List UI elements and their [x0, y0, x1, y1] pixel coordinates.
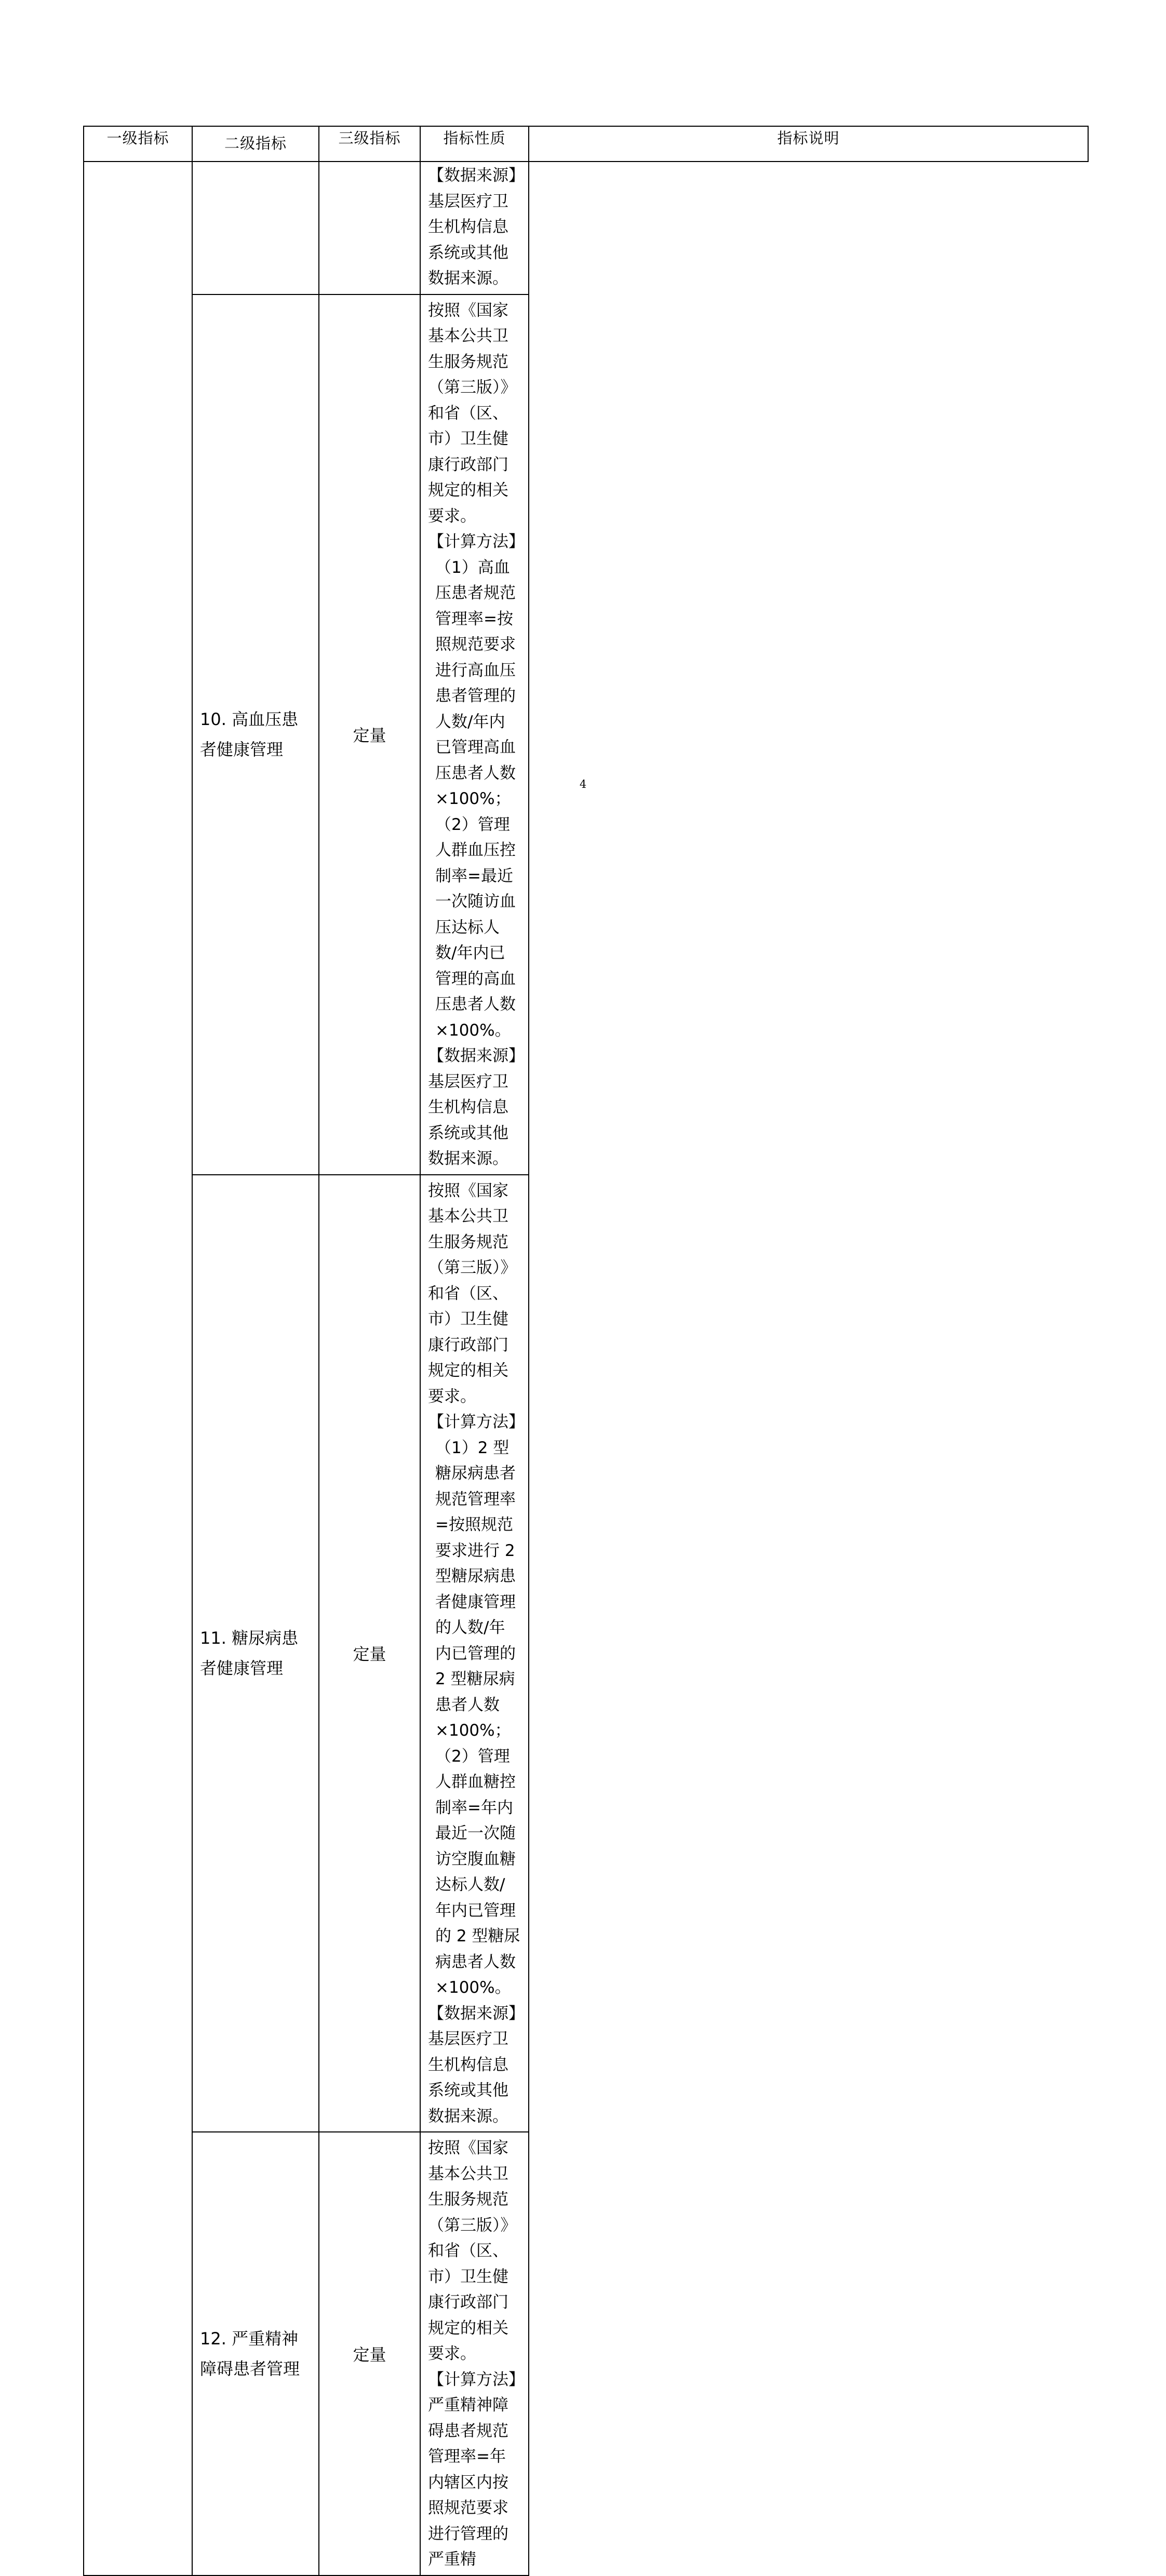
level3-label: 12. 严重精神障碍患者管理: [200, 2328, 300, 2379]
method-heading: 【计算方法】: [428, 532, 525, 551]
nature-cell: 定量: [319, 1175, 420, 2132]
description-cell-continuation: [420, 162, 529, 294]
level3-cell: [192, 294, 319, 1175]
description-intro: 按照《国家基本公共卫生服务规范（第三版）》和省（区、市）卫生健康行政部门规定的相关要求。: [428, 1181, 517, 1406]
level3-cell-continuation: [192, 162, 319, 294]
header-nature: 指标性质: [420, 126, 529, 162]
table-row: [84, 2132, 1088, 2575]
level3-cell: [192, 2132, 319, 2575]
header-level3: 三级指标: [319, 126, 420, 162]
method-item: （2）管理人群血压控制率=最近一次随访血压达标人数/年内已管理的高血压患者人数×100%。: [435, 815, 516, 1040]
nature-cell: 定量: [319, 2132, 420, 2575]
table-row-continuation: [84, 162, 1088, 294]
level3-cell: [192, 1175, 319, 2132]
level1-cell: [84, 162, 192, 2575]
data-source-line: 【数据来源】基层医疗卫生机构信息系统或其他数据来源。: [428, 166, 517, 288]
table-row: [84, 294, 1088, 1175]
page-number: 4: [579, 778, 587, 790]
data-source-line: 【数据来源】基层医疗卫生机构信息系统或其他数据来源。: [428, 1046, 517, 1168]
description-cell: [420, 1175, 529, 2132]
nature-cell: 定量: [319, 294, 420, 1175]
description-cell: [420, 294, 529, 1175]
level3-label: 11. 糖尿病患者健康管理: [200, 1628, 299, 1679]
method-heading: 【计算方法】: [428, 2370, 525, 2389]
table-row: [84, 1175, 1088, 2132]
header-level1: 一级指标: [84, 126, 192, 162]
header-description: 指标说明: [529, 126, 1088, 162]
method-item: 严重精神障碍患者规范管理率=年内辖区内按照规范要求进行管理的严重精: [428, 2396, 508, 2569]
level3-label: 10. 高血压患者健康管理: [200, 709, 299, 759]
method-item: （1）2 型糖尿病患者规范管理率=按照规范要求进行 2 型糖尿病患者健康管理的人数/年内已管理的 2 型糖尿病患者人数×100%；: [435, 1438, 516, 1740]
indicator-table: [83, 126, 1089, 2576]
description-intro: 按照《国家基本公共卫生服务规范（第三版）》和省（区、市）卫生健康行政部门规定的相关要求。: [428, 2139, 517, 2363]
description-cell: [420, 2132, 529, 2575]
table-header-row: [84, 126, 1088, 162]
header-level2: 二级指标: [192, 126, 319, 162]
data-source-line: 【数据来源】基层医疗卫生机构信息系统或其他数据来源。: [428, 2004, 517, 2126]
method-item: （1）高血压患者规范管理率=按照规范要求进行高血压患者管理的人数/年内已管理高血压患者人数×100%；: [435, 558, 516, 808]
description-intro: 按照《国家基本公共卫生服务规范（第三版）》和省（区、市）卫生健康行政部门规定的相关要求。: [428, 301, 517, 526]
method-item: （2）管理人群血糖控制率=年内最近一次随访空腹血糖达标人数/年内已管理的 2 型糖尿病患者人数×100%。: [435, 1747, 520, 1997]
method-heading: 【计算方法】: [428, 1413, 525, 1431]
nature-cell-continuation: [319, 162, 420, 294]
